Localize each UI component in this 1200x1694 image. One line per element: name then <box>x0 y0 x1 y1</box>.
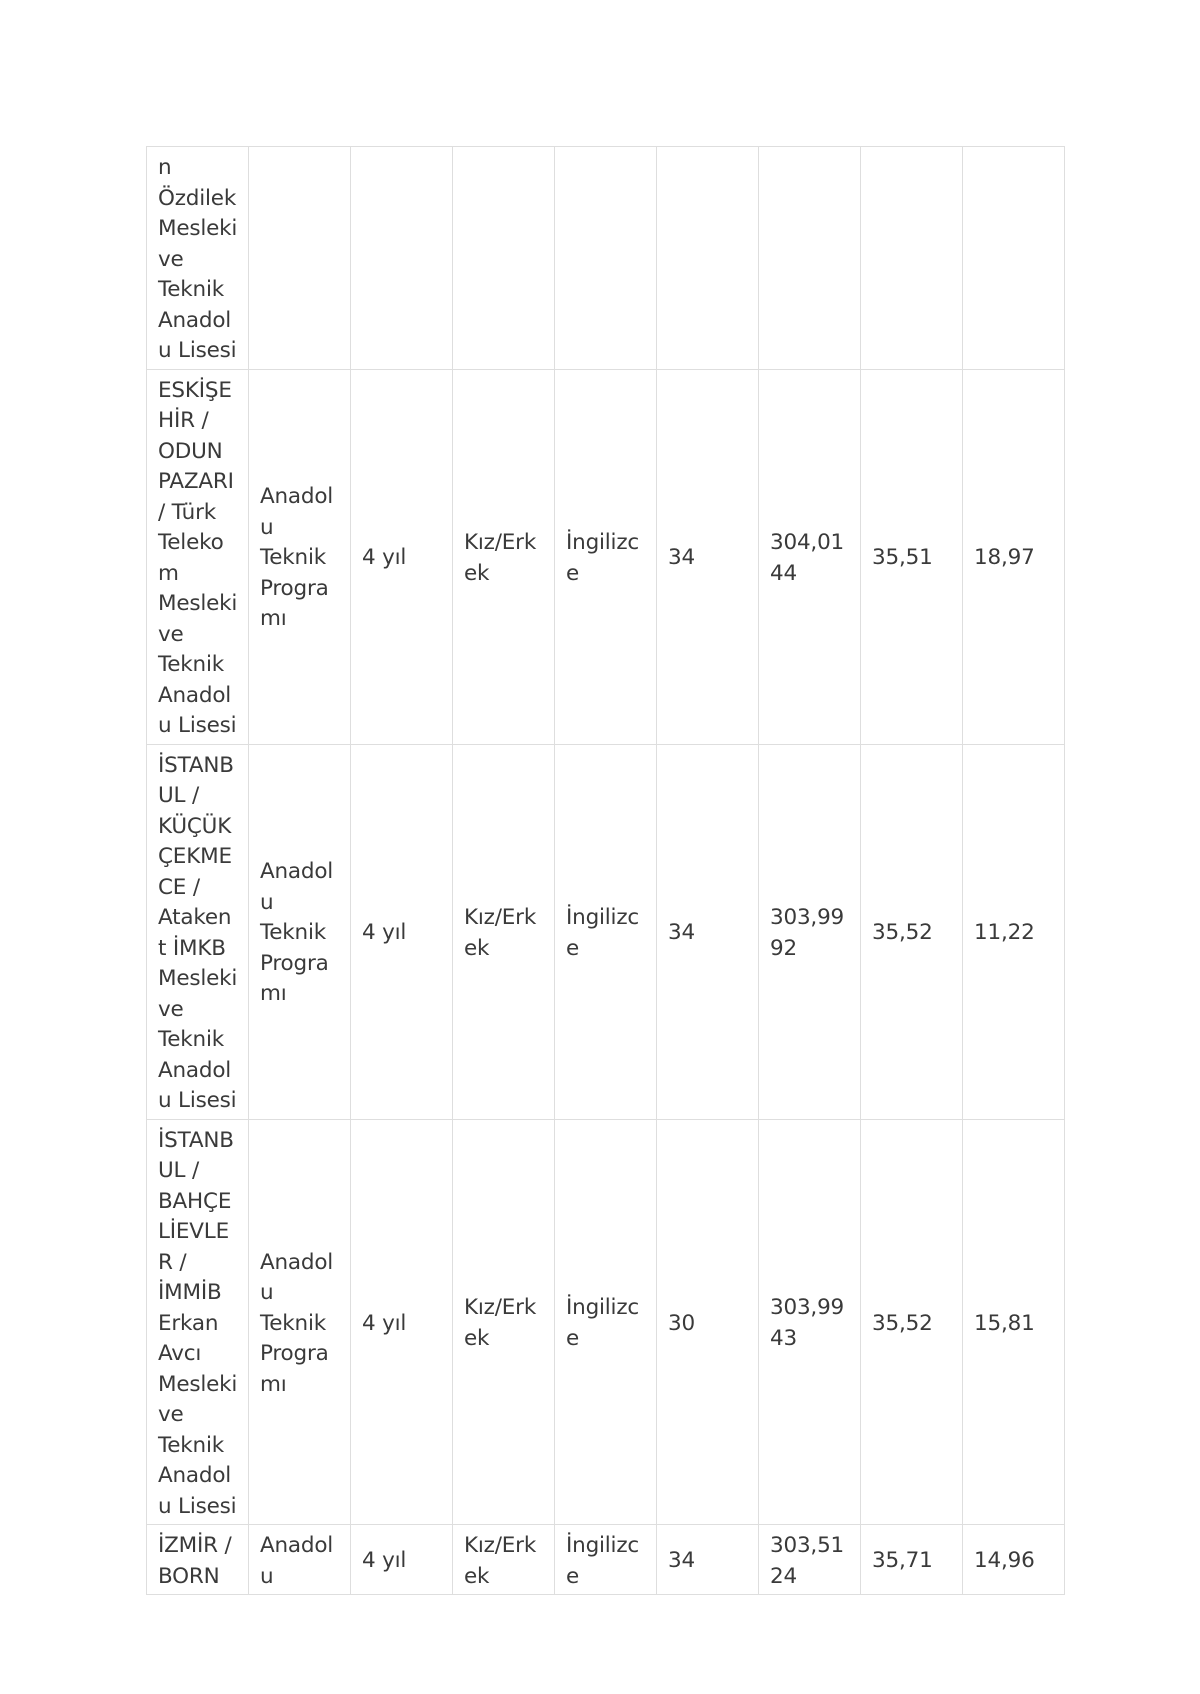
table-row <box>147 147 1065 370</box>
value-cell: 35,52 <box>861 1119 963 1525</box>
gender-cell: Kız/Erk ek <box>453 369 555 744</box>
gender-cell <box>453 147 555 370</box>
school-cell: İSTANB UL / BAHÇE LİEVLE R / İMMİB Erkan Avcı Mesleki ve Teknik Anadol u Lisesi <box>147 1119 249 1525</box>
gender-cell: Kız/Erk ek <box>453 744 555 1119</box>
quota-cell: 30 <box>657 1119 759 1525</box>
duration-cell <box>351 147 453 370</box>
value-cell: 11,22 <box>963 744 1065 1119</box>
score-cell <box>759 147 861 370</box>
score-cell: 304,01 44 <box>759 369 861 744</box>
language-cell: İngilizc e <box>555 744 657 1119</box>
score-cell: 303,51 24 <box>759 1525 861 1595</box>
gender-cell: Kız/Erk ek <box>453 1525 555 1595</box>
score-cell: 303,99 43 <box>759 1119 861 1525</box>
program-cell: Anadol u Teknik Progra mı <box>249 744 351 1119</box>
school-cell: n Özdilek Mesleki ve Teknik Anadol u Lisesi <box>147 147 249 370</box>
value-cell <box>861 147 963 370</box>
table-row <box>147 744 1065 1119</box>
program-cell: Anadol u <box>249 1525 351 1595</box>
duration-cell: 4 yıl <box>351 1525 453 1595</box>
program-cell: Anadol u Teknik Progra mı <box>249 1119 351 1525</box>
quota-cell <box>657 147 759 370</box>
gender-cell: Kız/Erk ek <box>453 1119 555 1525</box>
school-cell: İSTANB UL / KÜÇÜK ÇEKME CE / Ataken t İMKB Mesleki ve Teknik Anadol u Lisesi <box>147 744 249 1119</box>
school-cell: ESKİŞE HİR / ODUN PAZARI / Türk Teleko m Mesleki ve Teknik Anadol u Lisesi <box>147 369 249 744</box>
schools-table <box>146 146 1065 1595</box>
language-cell <box>555 147 657 370</box>
program-cell: Anadol u Teknik Progra mı <box>249 369 351 744</box>
value-cell: 35,51 <box>861 369 963 744</box>
value-cell: 15,81 <box>963 1119 1065 1525</box>
score-cell: 303,99 92 <box>759 744 861 1119</box>
school-cell: İZMİR / BORN <box>147 1525 249 1595</box>
quota-cell: 34 <box>657 744 759 1119</box>
value-cell <box>963 147 1065 370</box>
value-cell: 18,97 <box>963 369 1065 744</box>
value-cell: 14,96 <box>963 1525 1065 1595</box>
duration-cell: 4 yıl <box>351 1119 453 1525</box>
value-cell: 35,71 <box>861 1525 963 1595</box>
value-cell: 35,52 <box>861 744 963 1119</box>
language-cell: İngilizc e <box>555 369 657 744</box>
language-cell: İngilizc e <box>555 1119 657 1525</box>
duration-cell: 4 yıl <box>351 744 453 1119</box>
quota-cell: 34 <box>657 1525 759 1595</box>
language-cell: İngilizc e <box>555 1525 657 1595</box>
program-cell <box>249 147 351 370</box>
table-row <box>147 369 1065 744</box>
table-row <box>147 1119 1065 1525</box>
quota-cell: 34 <box>657 369 759 744</box>
table-row <box>147 1525 1065 1595</box>
duration-cell: 4 yıl <box>351 369 453 744</box>
